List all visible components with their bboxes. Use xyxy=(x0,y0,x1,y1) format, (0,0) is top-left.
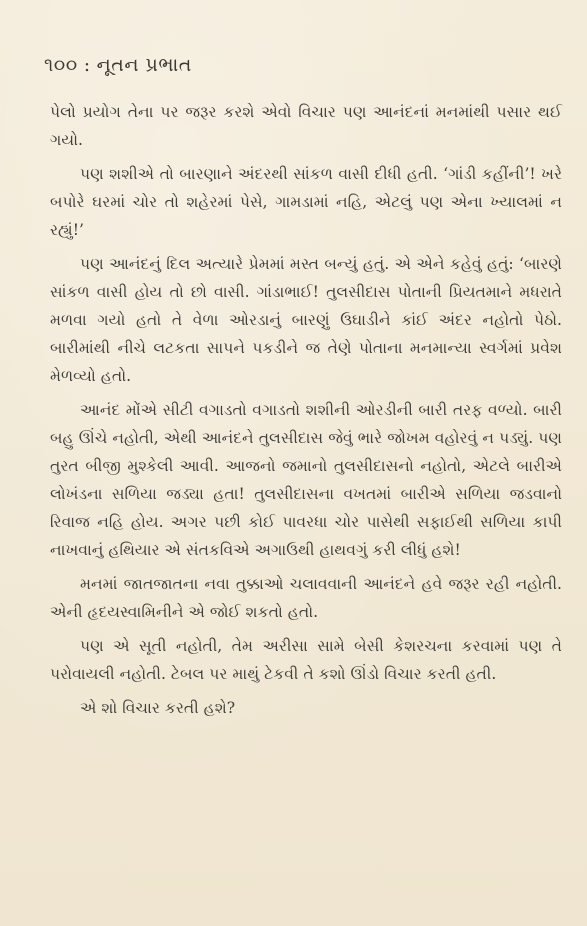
paragraph: એ શો વિચાર કરતી હશે? xyxy=(80,699,236,717)
book-title: નૂતન પ્રભાત xyxy=(96,54,192,76)
paragraph: પણ શશીએ તો બારણાને અંદરથી સાંકળ વાસી દીધી હતી. ‘ગાંડી કહીંની’! ખરે બપોરે ઘરમાં ચોર તો શહેરમાં પેસે, ગામડામાં નહિ, એટલું પણ એના ખ્યાલમાં ન રહ્યું!’ xyxy=(50,165,562,239)
paragraph: પણ એ સૂતી નહોતી, તેમ અરીસા સામે બેસી કેશરચના કરવામાં પણ તે પરોવાયલી નહોતી. ટેબલ પર માથું ટેકવી તે કશો ઊંડો વિચાર કરતી હતી. xyxy=(50,637,562,683)
page-number: ૧૦૦ xyxy=(44,54,78,76)
paragraph: મનમાં જાતજાતના નવા તુક્કાઓ ચલાવવાની આનંદને હવે જરૂર રહી નહોતી. એની હૃદયસ્વામિનીને એ જોઈ શકતો હતો. xyxy=(50,575,562,621)
paragraph: પેલો પ્રયોગ તેના પર જરૂર કરશે એવો વિચાર પણ આનંદનાં મનમાંથી પસાર થઈ ગયો. xyxy=(50,103,562,149)
paragraph: આનંદ મોંએ સીટી વગાડતો વગાડતો શશીની ઓરડીની બારી તરફ વળ્યો. બારી બહુ ઊંચે નહોતી, એથી આનંદને તુલસીદાસ જેવું ભારે જોખમ વહોરવું ન પડ્યું. પણ તુરત બીજી મુશ્કેલી આવી. આજનો જમાનો તુલસીદાસનો નહોતો, એટલે બારીએ લોખંડના સળિયા જડ્યા હતા! તુલસીદાસના વખતમાં બારીએ સળિયા જડવાનો રિવાજ નહિ હોય. અગર પછી કોઈ પાવરધા ચોર પાસેથી સફાઈથી સળિયા કાપી નાખવાનું હથિયાર એ સંતકવિએ અગાઉથી હાથવગું કરી લીધું હશે! xyxy=(50,401,562,559)
page-body xyxy=(50,98,562,728)
running-header xyxy=(44,54,192,76)
header-separator: : xyxy=(83,54,91,76)
paragraph: પણ આનંદનું દિલ અત્યારે પ્રેમમાં મસ્ત બન્યું હતું. એ એને કહેવું હતું: ‘બારણે સાંકળ વાસી હોય તો છો વાસી. ગાંડાભાઈ! તુલસીદાસ પોતાની પ્રિયતમાને મધરાતે મળવા ગયો હતો તે વેળા ઓરડાનું બારણું ઉઘાડીને કાંઈ અંદર નહોતો પેઠો. બારીમાંથી નીચે લટકતા સાપને પકડીને જ તેણે પોતાના મનમાન્યા સ્વર્ગમાં પ્રવેશ મેળવ્યો હતો. xyxy=(50,255,562,385)
